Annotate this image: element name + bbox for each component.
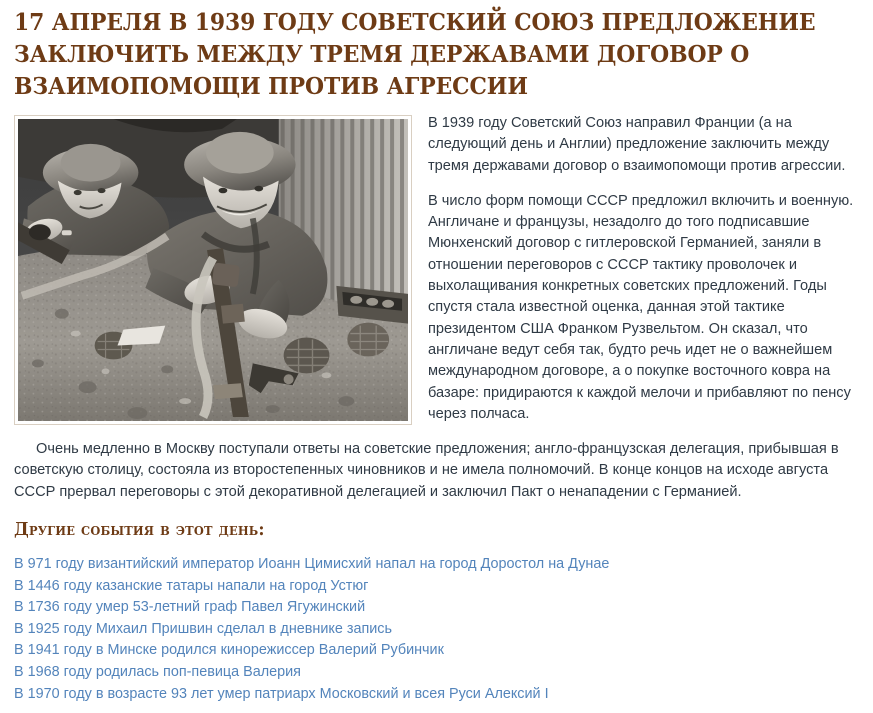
article-paragraph: Очень медленно в Москву поступали ответы на советские предложения; англо-французская делегация, прибывшая в советскую столицу, состояла из второстепенных чиновников и не имела полномочий. В конце концов на исходе августа СССР прервал переговоры с этой декоративной делегацией и заключил Пакт о ненападении с Германией.	[14, 441, 839, 500]
event-link[interactable]: В 1446 году казанские татары напали на город Устюг	[14, 577, 369, 594]
list-item	[14, 662, 859, 684]
list-item	[14, 684, 859, 706]
event-link[interactable]: В 1925 году Михаил Пришвин сделал в дневнике запись	[14, 620, 392, 637]
list-item	[14, 597, 859, 619]
article-photo-frame	[14, 115, 412, 425]
list-item	[14, 576, 859, 598]
page-title: 17 АПРЕЛЯ В 1939 ГОДУ СОВЕТСКИЙ СОЮЗ ПРЕДЛОЖЕНИЕ ЗАКЛЮЧИТЬ МЕЖДУ ТРЕМЯ ДЕРЖАВАМИ ДОГОВОР О ВЗАИМОПОМОЩИ ПРОТИВ АГРЕССИИ	[14, 8, 816, 100]
event-link[interactable]: В 1970 году в возрасте 93 лет умер патриарх Московский и всея Руси Алексий I	[14, 685, 549, 702]
list-item	[14, 619, 859, 641]
article-paragraph: В число форм помощи СССР предложил включить и военную. Англичане и французы, незадолго до того подписавшие Мюнхенский договор с гитлеровской Германией, заняли в отношении переговоров с СССР тактику проволочек и выхолащивания конкретных советских предложений. Годы спустя стала известной оценка, данная этой тактике президентом США Франком Рузвельтом. Он сказал, что англичане ведут себя так, будто речь идет не о важнейшем международном договоре, а о покупке восточного ковра на базаре: придираются к каждой мелочи и прибавляют по пенсу через полчаса.	[428, 192, 854, 422]
list-item	[14, 554, 859, 576]
article-paragraph: В 1939 году Советский Союз направил Франции (а на следующий день и Англии) предложение заключить между тремя державами договор о взаимопомощи против агрессии.	[428, 115, 846, 174]
event-link[interactable]: В 1968 году родилась поп-певица Валерия	[14, 664, 301, 681]
other-events-heading: Другие события в этот день:	[14, 520, 265, 541]
list-item	[14, 640, 859, 662]
event-link[interactable]: В 1736 году умер 53-летний граф Павел Ягужинский	[14, 599, 366, 616]
event-link[interactable]: В 1941 году в Минске родился кинорежиссер Валерий Рубинчик	[14, 642, 444, 659]
article-body	[14, 113, 859, 503]
event-link[interactable]: В 971 году византийский император Иоанн Цимисхий напал на город Доростол на Дунае	[14, 556, 610, 573]
other-events-list	[14, 554, 859, 705]
soldiers-trench-photo	[18, 119, 408, 421]
